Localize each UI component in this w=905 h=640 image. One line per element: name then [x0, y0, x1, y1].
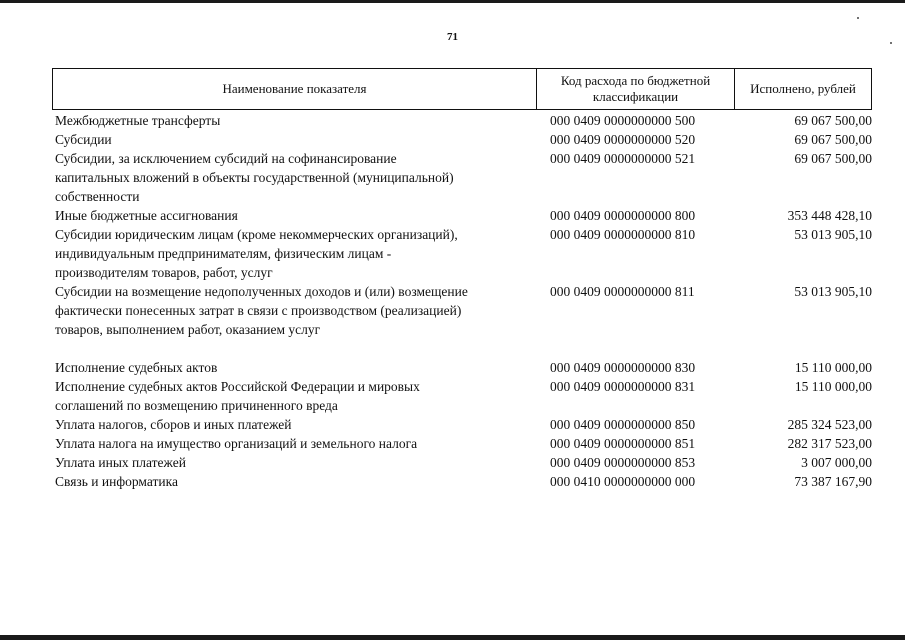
- row-amount: 73 387 167,90: [794, 474, 872, 489]
- row-name-line: Исполнение судебных актов: [55, 360, 218, 375]
- row-name-line: собственности: [55, 189, 140, 204]
- page-number: 71: [447, 31, 458, 43]
- row-name-line: индивидуальным предпринимателям, физическим лицам -: [55, 246, 392, 261]
- row-code: 000 0409 0000000000 500: [550, 113, 696, 128]
- budget-table: [52, 68, 872, 491]
- row-code: 000 0409 0000000000 520: [550, 132, 696, 147]
- row-amount: 53 013 905,10: [794, 227, 872, 242]
- row-code: 000 0409 0000000000 800: [550, 208, 696, 223]
- row-amount: 285 324 523,00: [787, 417, 872, 432]
- table-row: [52, 206, 872, 225]
- row-name: [52, 130, 536, 149]
- table-row: [52, 130, 872, 149]
- row-name: [52, 206, 536, 225]
- table-row: [52, 149, 872, 206]
- row-name-line: производителям товаров, работ, услуг: [55, 265, 273, 280]
- row-name-line: Уплата налога на имущество организаций и земельного налога: [55, 436, 418, 451]
- row-name-line: Уплата налогов, сборов и иных платежей: [55, 417, 292, 432]
- table-row: [52, 472, 872, 491]
- row-amount: 15 110 000,00: [794, 379, 872, 394]
- row-amount: 15 110 000,00: [794, 360, 872, 375]
- table-row: [52, 415, 872, 434]
- row-name: [52, 434, 536, 453]
- row-name-line: Иные бюджетные ассигнования: [55, 208, 238, 223]
- row-amount: 69 067 500,00: [794, 151, 872, 166]
- row-name-line: Субсидии, за исключением субсидий на софинансирование: [55, 151, 397, 166]
- row-name: [52, 472, 536, 491]
- scan-speck: [857, 17, 859, 19]
- scan-bottom-edge: [0, 635, 905, 640]
- table-row: [52, 282, 872, 339]
- row-code: 000 0410 0000000000 000: [550, 474, 696, 489]
- row-name-line: Субсидии: [55, 132, 112, 147]
- table-header: [52, 68, 872, 110]
- row-name-line: Исполнение судебных актов Российской Федерации и мировых: [55, 379, 420, 394]
- row-amount: 353 448 428,10: [787, 208, 872, 223]
- row-name-line: Связь и информатика: [55, 474, 178, 489]
- table-row: [52, 111, 872, 130]
- row-code: 000 0409 0000000000 830: [550, 360, 696, 375]
- header-code-line1: Код расхода по бюджетной: [560, 73, 711, 88]
- row-name: [52, 415, 536, 434]
- row-amount: 69 067 500,00: [794, 113, 872, 128]
- row-name-line: Субсидии юридическим лицам (кроме некоммерческих организаций),: [55, 227, 458, 242]
- table-row: [52, 225, 872, 282]
- row-name: [52, 358, 536, 377]
- row-name-line: Уплата иных платежей: [55, 455, 186, 470]
- table-row: [52, 453, 872, 472]
- row-code: 000 0409 0000000000 850: [550, 417, 696, 432]
- row-name-line: товаров, выполнением работ, оказанием услуг: [55, 322, 321, 337]
- row-name: [52, 111, 536, 130]
- table-body: [52, 110, 872, 491]
- row-code: 000 0409 0000000000 853: [550, 455, 696, 470]
- table-row: [52, 434, 872, 453]
- row-name: [52, 282, 536, 339]
- table-row: [52, 377, 872, 415]
- row-amount: 3 007 000,00: [801, 455, 872, 470]
- row-name-line: Межбюджетные трансферты: [55, 113, 221, 128]
- row-code: 000 0409 0000000000 831: [550, 379, 696, 394]
- row-name: [52, 377, 536, 415]
- header-amount: Исполнено, рублей: [750, 81, 856, 96]
- table-row: [52, 358, 872, 377]
- row-amount: 282 317 523,00: [787, 436, 872, 451]
- row-amount: 53 013 905,10: [794, 284, 872, 299]
- row-code: 000 0409 0000000000 521: [550, 151, 696, 166]
- row-name: [52, 225, 536, 282]
- header-code: [537, 69, 735, 109]
- header-name: Наименование показателя: [53, 69, 537, 109]
- row-name-line: Субсидии на возмещение недополученных доходов и (или) возмещение: [55, 284, 468, 299]
- scan-top-edge: [0, 0, 905, 3]
- row-name: [52, 149, 536, 206]
- header-code-line2: классификации: [592, 89, 679, 104]
- row-amount: 69 067 500,00: [794, 132, 872, 147]
- row-code: 000 0409 0000000000 811: [550, 284, 695, 299]
- row-name: [52, 453, 536, 472]
- row-name-line: соглашений по возмещению причиненного вреда: [55, 398, 338, 413]
- row-name-line: фактически понесенных затрат в связи с производством (реализацией): [55, 303, 462, 318]
- row-code: 000 0409 0000000000 851: [550, 436, 696, 451]
- row-name-line: капитальных вложений в объекты государственной (муниципальной): [55, 170, 454, 185]
- row-code: 000 0409 0000000000 810: [550, 227, 696, 242]
